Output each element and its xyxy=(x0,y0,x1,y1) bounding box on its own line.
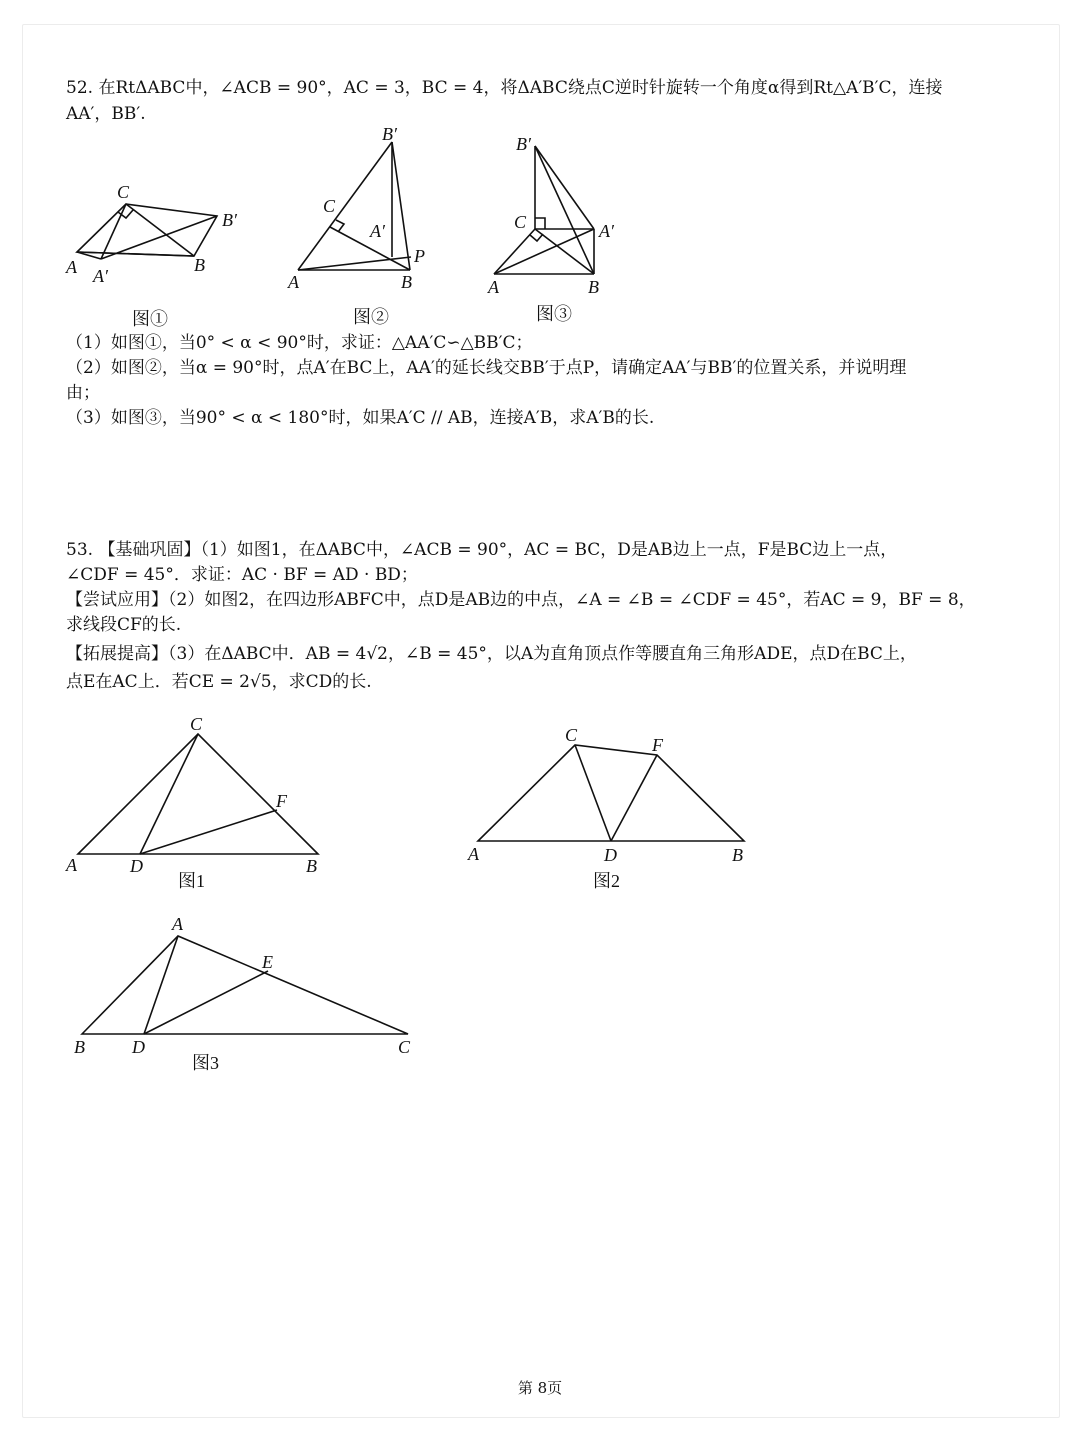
p53-line2: ∠CDF = 45°．求证：AC · BF = AD · BD； xyxy=(66,565,418,585)
fig-1-line-DF xyxy=(140,810,277,854)
fig2-label-A1: A′ xyxy=(370,221,385,241)
fig-1-label-D: D xyxy=(130,856,143,876)
page-number: 第 8页 xyxy=(517,1379,563,1397)
fig-3-label-C: C xyxy=(398,1037,411,1057)
fig-2-label-C: C xyxy=(565,725,578,745)
p53-figure-1 xyxy=(60,710,340,900)
fig-2-label-A: A xyxy=(468,844,479,864)
fig3-side-B1B xyxy=(535,146,594,274)
fig1-quad xyxy=(77,204,217,256)
fig-2-caption: 图2 xyxy=(593,871,620,891)
fig2-side-B1B xyxy=(392,142,410,270)
fig3-side-B1A1 xyxy=(535,146,594,229)
fig3-side-AC xyxy=(494,229,535,274)
fig-1-label-C: C xyxy=(190,714,203,734)
fig-3-label-E: E xyxy=(262,952,273,972)
p52-statement-line2: AA′，BB′. xyxy=(66,104,146,124)
fig2-label-B1: B′ xyxy=(382,124,397,144)
fig2-caption: 图② xyxy=(353,307,389,327)
p53-line4: 求线段CF的长. xyxy=(66,615,182,635)
fig2-label-B: B xyxy=(401,272,412,292)
fig1-label-B1: B′ xyxy=(222,210,237,230)
fig2-label-P: P xyxy=(414,246,425,266)
fig-2-label-F: F xyxy=(652,735,663,755)
fig1-caption: 图① xyxy=(132,309,168,329)
fig1-label-C: C xyxy=(117,182,130,202)
fig2-label-C: C xyxy=(323,196,336,216)
fig-1-caption: 图1 xyxy=(178,871,205,891)
p53-line1: 53. 【基础巩固】（1）如图1，在ΔABC中，∠ACB = 90°，AC = BC，D是AB边上一点，F是BC边上一点， xyxy=(66,540,898,560)
p52-figure-1 xyxy=(60,180,260,330)
fig-1-label-A: A xyxy=(66,855,77,875)
fig2-label-A: A xyxy=(288,272,299,292)
fig-1-line-DC xyxy=(140,734,198,854)
fig1-label-A1: A′ xyxy=(93,266,108,286)
fig3-right-angle-top xyxy=(535,218,545,229)
fig-2-label-D: D xyxy=(604,845,617,865)
fig3-label-A1: A′ xyxy=(599,221,614,241)
fig1-label-B: B xyxy=(194,255,205,275)
fig2-line-AP xyxy=(298,257,411,270)
fig-1-label-B: B xyxy=(306,856,317,876)
p52-figure-2 xyxy=(280,120,440,330)
fig1-label-A: A xyxy=(66,257,77,277)
fig3-right-angle-bottom xyxy=(530,234,543,241)
fig3-label-A: A xyxy=(488,277,499,297)
p53-figure-3 xyxy=(60,905,430,1085)
p52-figure-3 xyxy=(480,120,640,330)
fig3-label-B: B xyxy=(588,277,599,297)
fig-1-label-F: F xyxy=(276,791,287,811)
fig-3-triangle xyxy=(82,936,408,1034)
fig-3-label-B: B xyxy=(74,1037,85,1057)
p52-question-2-line1: （2）如图②，当α = 90°时，点A′在BC上，AA′的延长线交BB′于点P，请确定AA′与BB′的位置关系，并说明理 xyxy=(66,358,907,378)
fig-2-line-DF xyxy=(611,755,657,841)
p52-question-3: （3）如图③，当90° < α < 180°时，如果A′C // AB，连接A′B，求A′B的长. xyxy=(66,408,655,428)
fig-3-label-A: A xyxy=(172,914,183,934)
fig2-side-AB1 xyxy=(298,142,392,270)
fig-2-label-B: B xyxy=(732,845,743,865)
p52-question-2-line2: 由； xyxy=(66,383,100,403)
fig1-side-AB xyxy=(77,252,194,256)
fig-3-label-D: D xyxy=(132,1037,145,1057)
fig3-caption: 图③ xyxy=(536,304,572,324)
p52-question-1: （1）如图①，当0° < α < 90°时，求证：△AA′C∽△BB′C； xyxy=(66,333,533,353)
p53-line5: 【拓展提高】（3）在ΔABC中．AB = 4√2，∠B = 45°，以A为直角顶点作等腰直角三角形ADE，点D在BC上， xyxy=(66,644,917,664)
fig-3-caption: 图3 xyxy=(192,1053,219,1073)
fig3-label-C: C xyxy=(514,212,527,232)
fig-2-quad xyxy=(478,745,744,841)
p53-figure-2 xyxy=(460,720,760,900)
p53-line6: 点E在AC上．若CE = 2√5，求CD的长. xyxy=(66,672,372,692)
fig-2-line-DC xyxy=(575,745,611,841)
p53-line3: 【尝试应用】（2）如图2，在四边形ABFC中，点D是AB边的中点，∠A = ∠B = ∠CDF = 45°，若AC = 9，BF = 8， xyxy=(66,590,976,610)
p52-statement-line1: 52. 在RtΔABC中，∠ACB = 90°，AC = 3，BC = 4，将ΔABC绕点C逆时针旋转一个角度α得到Rt△A′B′C，连接 xyxy=(66,78,943,98)
fig3-label-B1: B′ xyxy=(516,134,531,154)
